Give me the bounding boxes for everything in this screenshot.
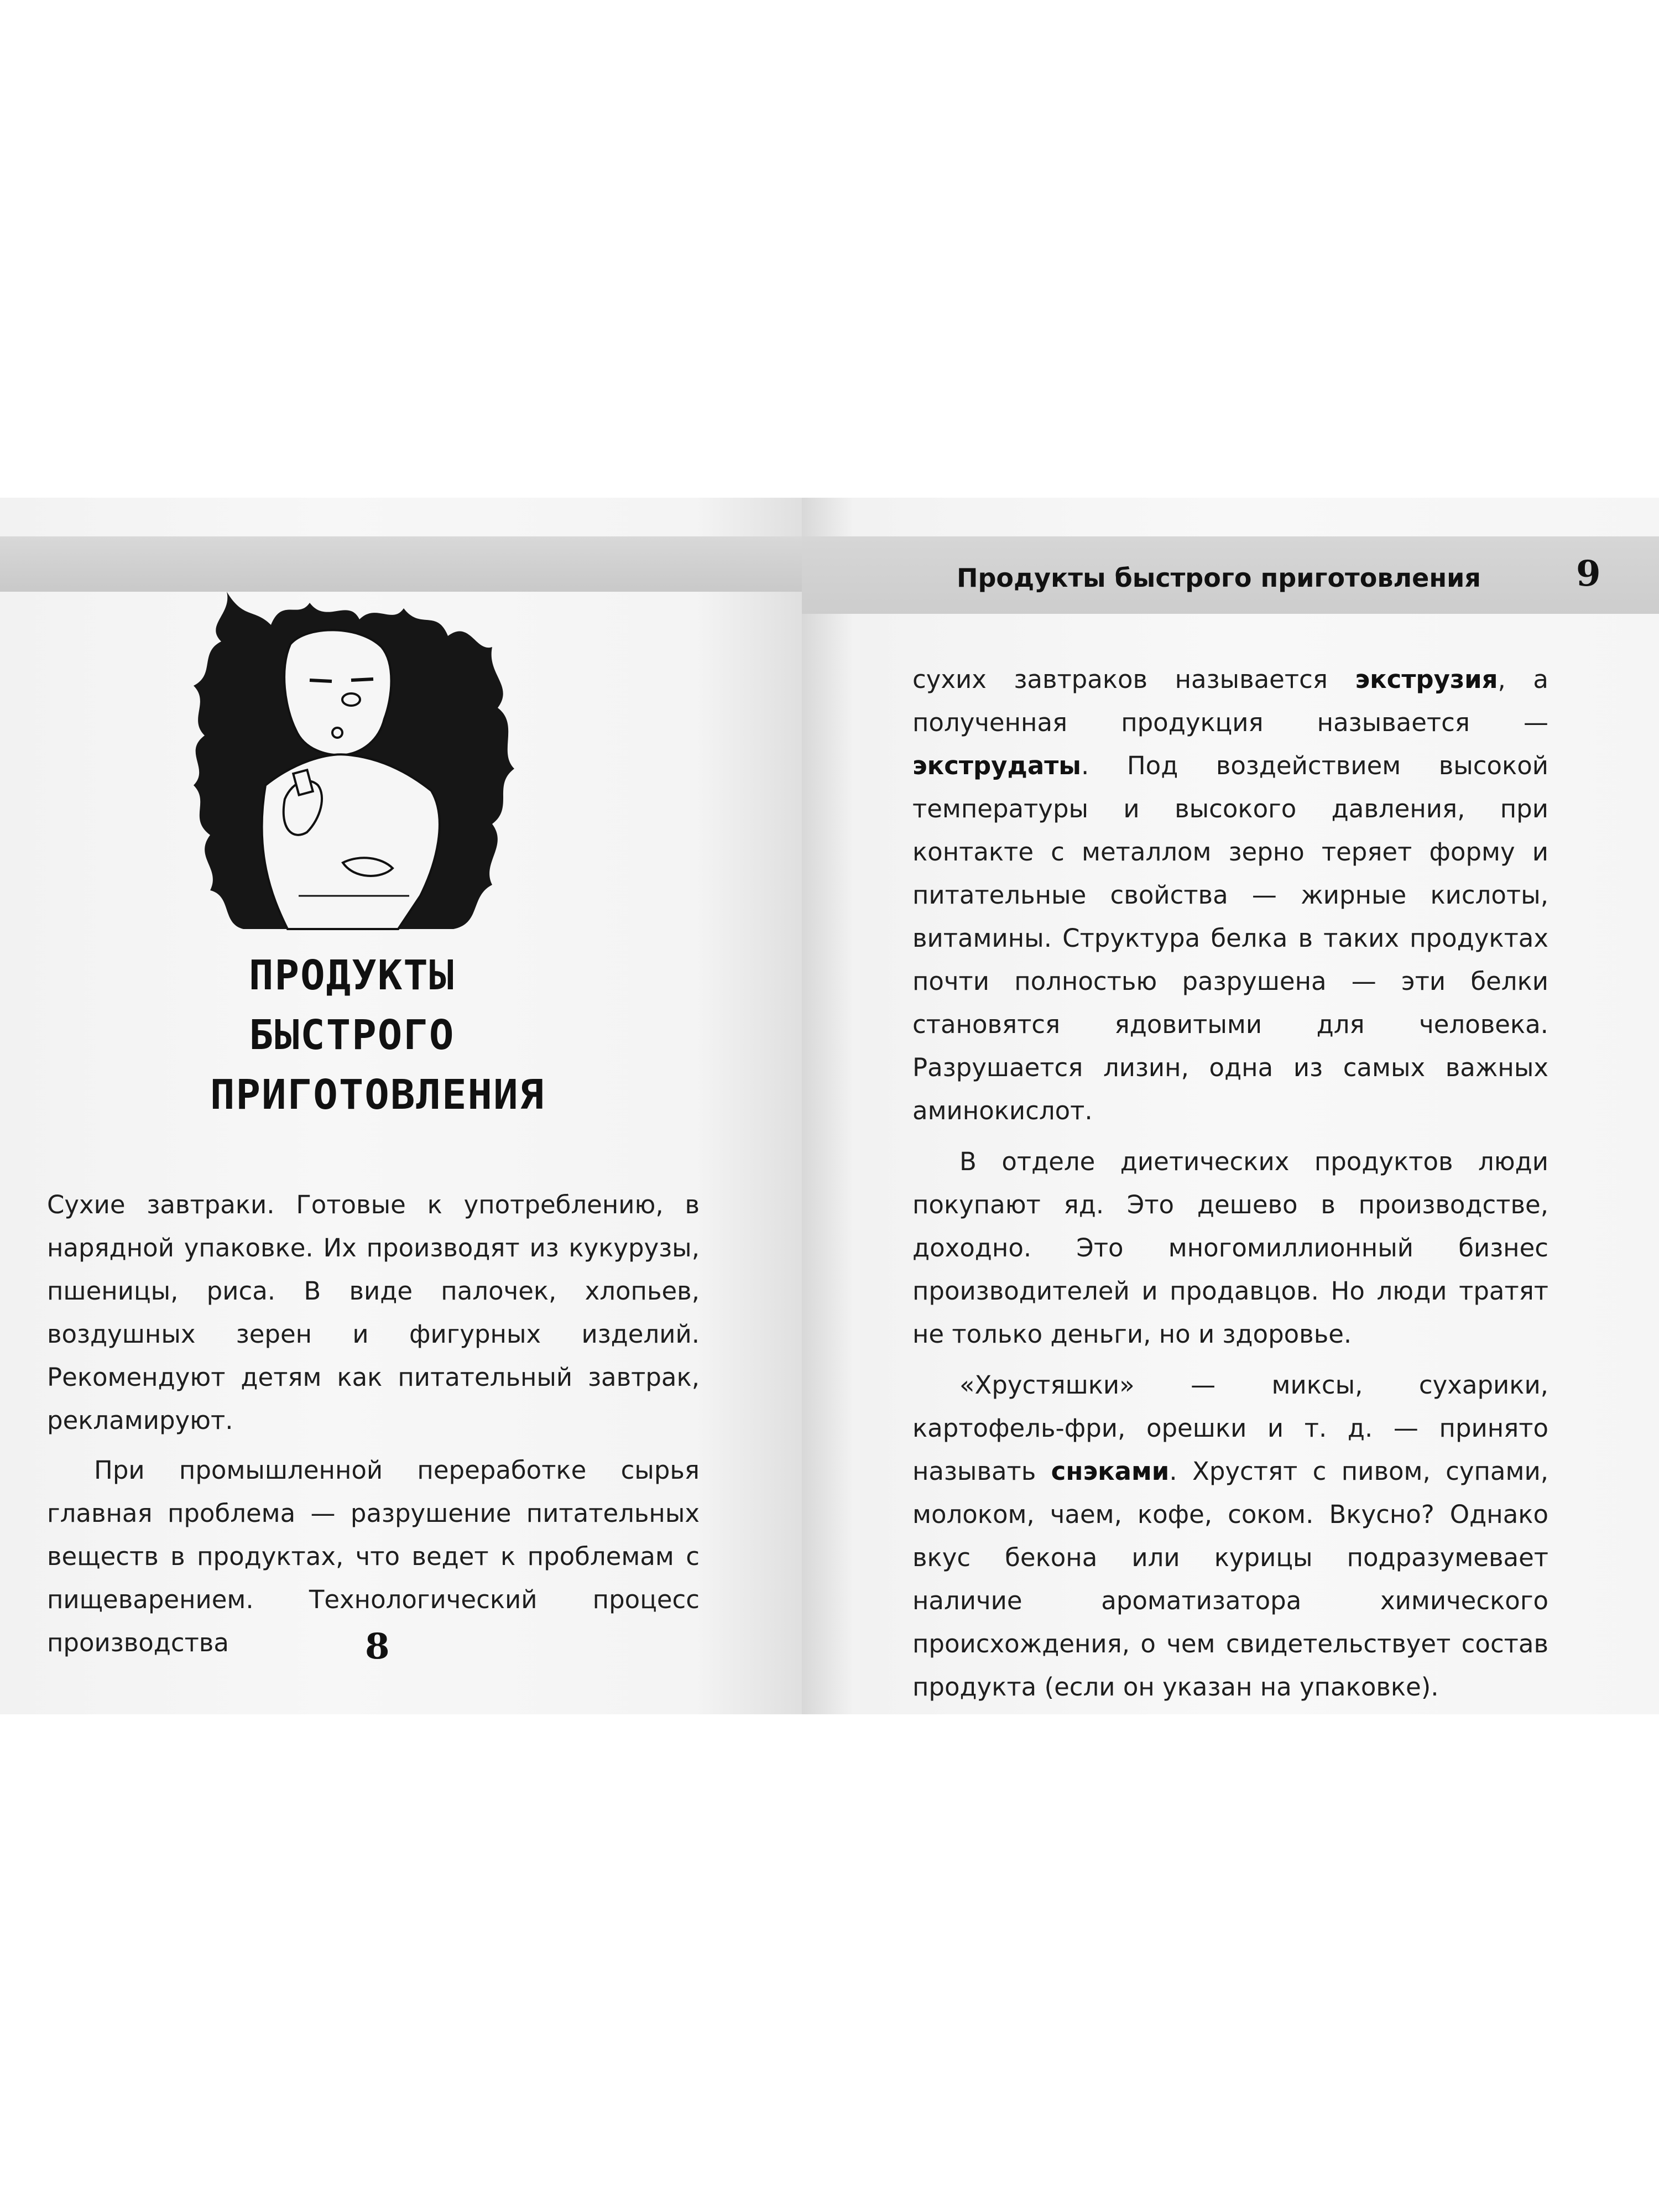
text-run: сухих завтраков называется — [912, 665, 1355, 694]
left-page — [0, 498, 818, 1714]
left-paragraph-1: Сухие завтраки. Готовые к употреблению, в нарядной упаковке. Их производят из кукурузы, пшеницы, риса. В виде палочек, хлопьев, воздушных зерен и фигурных изделий. Рекомендуют детям как питательный завтрак, рекламируют. — [47, 1190, 700, 1435]
chapter-title-line-1: ПРОДУКТЫ — [249, 952, 455, 999]
left-paragraph-2: При промышленной переработке сырья главная проблема — разрушение питательных веществ в продуктах, что ведет к проблемам с пищеварением. Технологический процесс производства — [47, 1455, 700, 1657]
text-run: , а полученная продукция называется — — [912, 665, 1548, 737]
text-run: «Хрустяшки» — миксы, сухарики, картофель-фри, орешки и т. д. — принято называть — [912, 1370, 1548, 1486]
chapter-title-line-2: БЫСТРОГО — [249, 1011, 455, 1059]
chapter-title — [210, 946, 564, 1125]
page-number-left: 8 — [365, 1626, 390, 1667]
right-paragraph-2: В отделе диетических продуктов люди покупают яд. Это дешево в производстве, доходно. Это многомиллионный бизнес производителей и продавцов. Но люди тратят не только деньги, но и здоровье. — [912, 1147, 1548, 1349]
right-body-text — [912, 658, 1548, 1714]
left-header-band — [0, 536, 818, 592]
woman-illustration — [160, 586, 536, 940]
term-extrudates: экструдаты — [912, 751, 1082, 780]
term-extrusion: экструзия — [1355, 665, 1498, 694]
right-paragraph-1 — [912, 658, 1548, 1133]
book-spread — [0, 498, 1659, 1714]
text-run: . Хрустят с пивом, супами, молоком, чаем, кофе, соком. Вкусно? Однако вкус бекона или курицы подразумевает наличие ароматизатора химического происхождения, о чем свидетельствует состав продукта (если он указан на упаковке). — [912, 1457, 1548, 1702]
running-head: Продукты быстрого приготовления — [957, 563, 1481, 593]
right-paragraph-3 — [912, 1364, 1548, 1709]
left-body-text — [47, 1183, 700, 1671]
right-page — [802, 498, 1659, 1714]
chapter-title-line-3: ПРИГОТОВЛЕНИЯ — [210, 1071, 545, 1119]
term-snacks: снэками — [1051, 1457, 1170, 1486]
text-run: . Под воздействием высокой температуры и высокого давления, при контакте с металлом зерно теряет форму и питательные свойства — жирные кислоты, витамины. Структура белка в таких продуктах почти полностью разрушена — эти белки становятся ядовитыми для человека. Разрушается лизин, одна из самых важных аминокислот. — [912, 751, 1548, 1125]
page-number-right: 9 — [1576, 553, 1601, 594]
